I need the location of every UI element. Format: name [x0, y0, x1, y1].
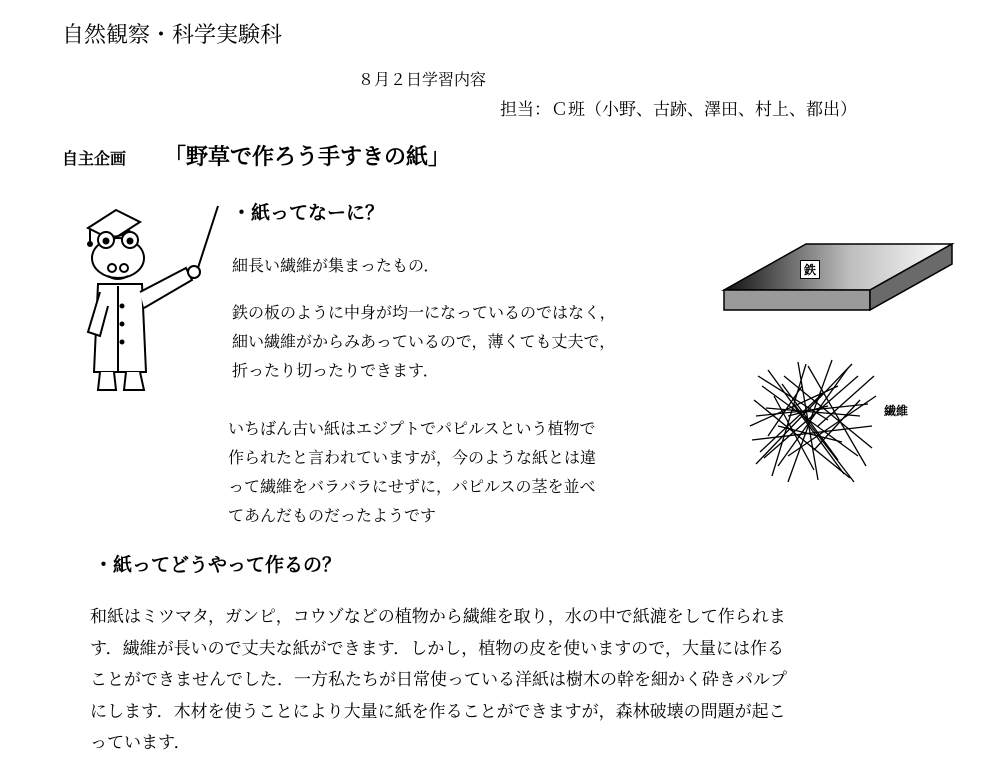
- text-line: 和紙はミツマタ，ガンピ，コウゾなどの植物から繊維を取り，水の中で紙漉をして作られま: [90, 607, 786, 627]
- section-heading-what-is-paper: ・紙ってなーに？: [232, 202, 385, 224]
- text-line: 作られたと言われていますが，今のような紙とは違: [228, 448, 597, 467]
- iron-label: 鉄: [800, 260, 820, 279]
- text-line: いちばん古い紙はエジプトでパピルスという植物で: [228, 419, 596, 438]
- text-line: って繊維をバラバラにせずに，パピルスの茎を並べ: [228, 477, 596, 496]
- section-heading-how-paper-made: ・紙ってどうやって作るの？: [94, 554, 342, 576]
- text-line: っています．: [90, 733, 191, 753]
- document-author: 担当：Ｃ班（小野、古跡、澤田、村上、都出）: [500, 100, 857, 120]
- text-line: にします．木材を使うことにより大量に紙を作ることができますが，森林破壊の問題が起こ: [90, 701, 786, 722]
- text-line: 鉄の板のように中身が均一になっているのではなく，: [232, 303, 616, 322]
- paragraph-papyrus: [228, 414, 596, 530]
- fiber-label: 繊維: [884, 404, 909, 418]
- fiber-tangle-illustration: [748, 356, 878, 486]
- project-label: 自主企画: [62, 149, 127, 168]
- document-title: 自然観察・科学実験科: [62, 23, 283, 48]
- paragraph-washi-vs-western-paper: [90, 602, 787, 760]
- iron-plate-illustration: [720, 240, 956, 320]
- text-line: す．繊維が長いので丈夫な紙ができます．しかし，植物の皮を使いますので，大量には作る: [90, 638, 784, 659]
- paragraph-structure: [232, 298, 616, 385]
- paragraph-definition: 細長い繊維が集まったもの．: [232, 256, 440, 275]
- document-date: ８月２日学習内容: [358, 70, 487, 89]
- text-line: 細い繊維がからみあっているので，薄くても丈夫で，: [232, 332, 616, 351]
- text-line: ことができませんでした．一方私たちが日常使っている洋紙は樹木の幹を細かく砕きパルプ: [90, 670, 787, 690]
- text-line: 折ったり切ったりできます．: [232, 361, 439, 380]
- project-title: 「野草で作ろう手すきの紙」: [164, 145, 451, 170]
- frog-professor-illustration: [78, 196, 228, 396]
- text-line: てあんだものだったようです: [228, 506, 437, 525]
